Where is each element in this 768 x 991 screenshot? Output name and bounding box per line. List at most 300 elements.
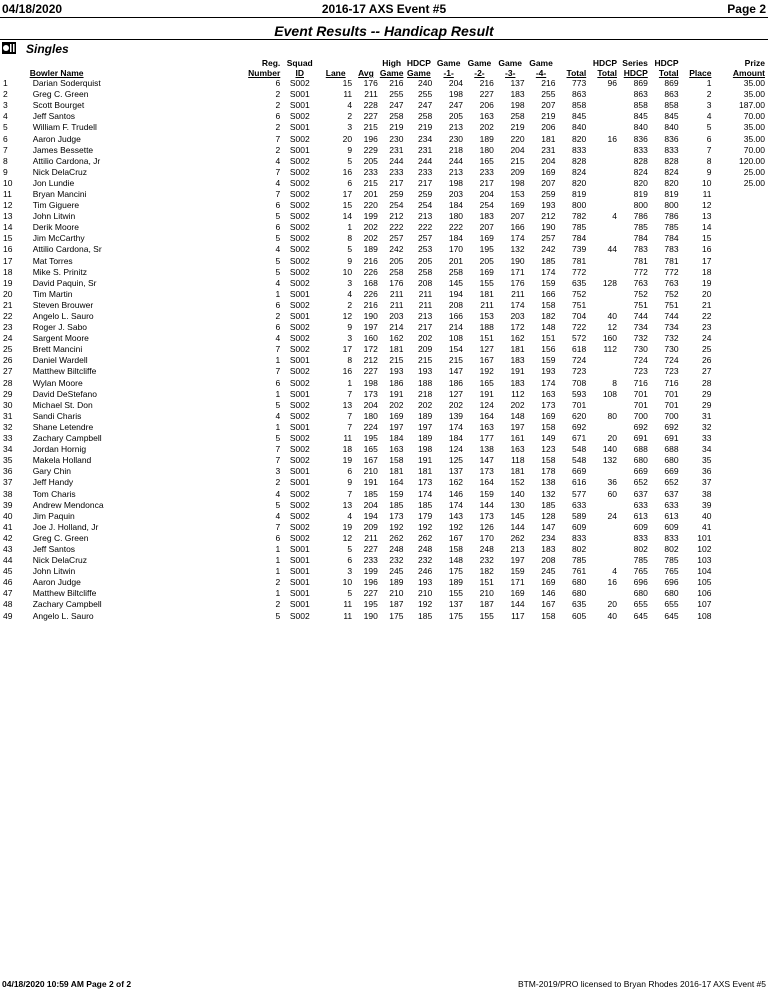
average-cell: 176: [363, 78, 378, 89]
game-1-cell: 167: [448, 532, 464, 543]
table-row: [2, 156, 766, 167]
reg-number-cell: 5: [275, 233, 281, 244]
total-cell: 572: [572, 333, 587, 344]
reg-number-cell: 3: [275, 466, 281, 477]
squad-id-cell: S001: [289, 421, 310, 432]
total-cell: 548: [572, 444, 587, 455]
total-cell: 593: [572, 388, 587, 399]
squad-id-cell: S001: [289, 466, 310, 477]
lane-cell: 20: [342, 133, 353, 144]
game-4-cell: 182: [541, 311, 556, 322]
high-game-cell: 186: [389, 377, 404, 388]
table-row: [2, 244, 766, 255]
prize-amount-cell: [712, 488, 766, 499]
col-bowler-name: Bowler Name: [29, 68, 84, 78]
lane-cell: 16: [342, 366, 353, 377]
table-row: [2, 122, 766, 133]
hdcp-game-cell: 210: [418, 588, 433, 599]
hdcp-total-cell: 128: [602, 277, 618, 288]
bowler-name-cell: William F. Trudell: [32, 122, 97, 133]
game-2-cell: 127: [479, 344, 494, 355]
hdcp-total-cell: 24: [607, 510, 618, 521]
high-game-cell: 173: [389, 510, 404, 521]
high-game-cell: 176: [389, 277, 404, 288]
prize-amount-cell: [712, 389, 766, 400]
section-heading: [2, 42, 69, 56]
hdcp-grand-total-cell: 734: [664, 322, 679, 333]
prize-amount-cell: [712, 433, 766, 444]
game-3-cell: 203: [510, 311, 525, 322]
game-2-cell: 183: [479, 211, 494, 222]
squad-id-cell: S001: [289, 588, 310, 599]
bowler-name-cell: Jim Paquin: [32, 510, 75, 521]
total-cell: 833: [572, 144, 587, 155]
game-1-cell: 147: [448, 366, 464, 377]
total-cell: 840: [572, 122, 587, 133]
prize-amount-cell: 70.00: [743, 144, 765, 155]
high-game-cell: 211: [389, 288, 404, 299]
hdcp-grand-total-cell: 786: [664, 211, 679, 222]
game-2-cell: 151: [479, 577, 494, 588]
table-row: [2, 233, 766, 244]
game-4-cell: 173: [541, 399, 556, 410]
bowler-name-cell: Tom Charis: [32, 488, 76, 499]
game-3-cell: 258: [510, 111, 525, 122]
game-2-cell: 248: [479, 543, 494, 554]
total-cell: 633: [572, 499, 587, 510]
series-hdcp-cell: 680: [633, 588, 648, 599]
squad-id-cell: S002: [289, 133, 310, 144]
col-game4: -4-: [535, 68, 547, 78]
hdcp-grand-total-cell: 723: [664, 366, 679, 377]
prize-amount-cell: [712, 244, 766, 255]
total-cell: 802: [572, 543, 587, 554]
total-cell: 845: [572, 111, 587, 122]
col-squad-id: ID: [295, 68, 304, 78]
reg-number-cell: 6: [275, 78, 281, 89]
average-cell: 211: [364, 89, 378, 100]
game-3-cell: 137: [510, 78, 525, 89]
game-1-cell: 180: [448, 211, 464, 222]
hdcp-game-cell: 231: [418, 144, 433, 155]
place-cell: 102: [697, 543, 712, 554]
place-cell: 37: [702, 477, 712, 488]
lane-cell: 16: [342, 166, 353, 177]
series-hdcp-cell: 724: [633, 355, 648, 366]
col-reg-number: Number: [248, 68, 281, 78]
prize-amount-cell: [712, 222, 766, 233]
total-cell: 820: [572, 133, 587, 144]
game-3-cell: 161: [510, 433, 525, 444]
game-4-cell: 255: [541, 89, 556, 100]
place-cell: 34: [702, 444, 712, 455]
bowler-name-cell: Darian Soderquist: [32, 78, 101, 89]
place-cell: 11: [702, 188, 712, 199]
game-1-cell: 174: [448, 499, 464, 510]
table-row: [2, 344, 766, 355]
series-hdcp-cell: 652: [633, 477, 648, 488]
hdcp-total-cell: [587, 366, 618, 377]
total-cell: 671: [572, 433, 587, 444]
table-row: [2, 488, 766, 499]
game-3-cell: 144: [510, 599, 525, 610]
lane-cell: 11: [343, 433, 353, 444]
hdcp-grand-total-cell: 765: [664, 566, 679, 577]
squad-id-cell: S002: [289, 188, 310, 199]
average-cell: 196: [363, 577, 378, 588]
lane-cell: 3: [347, 277, 353, 288]
series-hdcp-cell: 637: [633, 488, 648, 499]
row-number-cell: 10: [3, 177, 13, 188]
series-hdcp-cell: 700: [633, 410, 648, 421]
game-4-cell: 257: [541, 233, 556, 244]
hdcp-total-cell: [587, 588, 618, 599]
prize-amount-cell: 25.00: [743, 166, 765, 177]
game-4-cell: 183: [541, 543, 556, 554]
prize-amount-cell: [712, 599, 766, 610]
hdcp-total-cell: [587, 289, 618, 300]
hdcp-total-cell: [587, 222, 618, 233]
lane-cell: 3: [347, 122, 353, 133]
hdcp-total-cell: [587, 100, 618, 111]
squad-id-cell: S002: [289, 444, 310, 455]
game-4-cell: 216: [541, 78, 556, 89]
hdcp-total-cell: [587, 156, 618, 167]
hdcp-grand-total-cell: 637: [664, 488, 679, 499]
lane-cell: 8: [347, 233, 353, 244]
game-4-cell: 185: [541, 499, 556, 510]
series-hdcp-cell: 680: [633, 455, 648, 466]
row-number-cell: 6: [3, 133, 8, 144]
row-number-cell: 29: [3, 388, 13, 399]
high-game-cell: 191: [389, 388, 404, 399]
reg-number-cell: 1: [275, 588, 281, 599]
squad-id-cell: S001: [289, 311, 310, 322]
game-3-cell: 174: [510, 233, 525, 244]
game-4-cell: 174: [541, 266, 556, 277]
average-cell: 229: [363, 144, 378, 155]
reg-number-cell: 6: [275, 200, 281, 211]
place-cell: 19: [702, 277, 712, 288]
game-2-cell: 233: [479, 166, 494, 177]
high-game-cell: 163: [389, 444, 404, 455]
table-row: [2, 100, 766, 111]
hdcp-grand-total-cell: 691: [664, 433, 679, 444]
game-3-cell: 159: [510, 566, 525, 577]
place-cell: 26: [702, 355, 712, 366]
total-cell: 692: [572, 421, 587, 432]
place-cell: 104: [697, 566, 712, 577]
reg-number-cell: 6: [275, 322, 281, 333]
prize-amount-cell: [712, 366, 766, 377]
row-number-cell: 16: [3, 244, 13, 255]
hdcp-grand-total-cell: 869: [664, 78, 679, 89]
bowler-name-cell: Derik Moore: [32, 222, 79, 233]
hdcp-grand-total-cell: 633: [664, 499, 679, 510]
game-3-cell: 202: [510, 399, 525, 410]
game-3-cell: 197: [510, 421, 525, 432]
game-4-cell: 169: [541, 577, 556, 588]
squad-id-cell: S002: [289, 233, 310, 244]
game-4-cell: 206: [541, 122, 556, 133]
hdcp-grand-total-cell: 802: [664, 543, 679, 554]
reg-number-cell: 1: [275, 355, 281, 366]
high-game-cell: 216: [389, 78, 404, 89]
game-4-cell: 149: [541, 433, 556, 444]
high-game-cell: 181: [389, 344, 404, 355]
game-1-cell: 208: [448, 299, 464, 310]
game-2-cell: 173: [479, 466, 494, 477]
table-row: [2, 555, 766, 566]
game-3-cell: 213: [510, 543, 525, 554]
bowler-name-cell: Shane Letendre: [32, 421, 94, 432]
squad-id-cell: S002: [289, 488, 310, 499]
game-1-cell: 137: [448, 599, 464, 610]
series-hdcp-cell: 669: [633, 466, 648, 477]
lane-cell: 3: [347, 566, 353, 577]
col-game1: -1-: [443, 68, 454, 78]
game-4-cell: 208: [541, 555, 556, 566]
hdcp-grand-total-cell: 655: [664, 599, 679, 610]
game-3-cell: 166: [510, 222, 525, 233]
high-game-cell: 262: [389, 532, 404, 543]
series-hdcp-cell: 701: [633, 399, 648, 410]
row-number-cell: 5: [3, 122, 8, 133]
table-row: [2, 500, 766, 511]
series-hdcp-cell: 645: [633, 610, 648, 621]
hdcp-game-cell: 211: [418, 288, 433, 299]
average-cell: 227: [363, 366, 378, 377]
game-3-cell: 204: [510, 144, 525, 155]
prize-amount-cell: [712, 422, 766, 433]
game-4-cell: 146: [541, 588, 556, 599]
place-cell: 5: [706, 122, 712, 133]
series-hdcp-cell: 836: [633, 133, 648, 144]
squad-id-cell: S002: [289, 510, 310, 521]
table-row: [2, 477, 766, 488]
hdcp-grand-total-cell: 692: [664, 421, 679, 432]
prize-amount-cell: [712, 211, 766, 222]
game-2-cell: 181: [479, 288, 494, 299]
high-game-cell: 192: [389, 521, 404, 532]
game-1-cell: 127: [448, 388, 464, 399]
hdcp-total-cell: [587, 544, 618, 555]
hdcp-grand-total-cell: 858: [664, 100, 679, 111]
squad-id-cell: S002: [289, 410, 310, 421]
bowler-name-cell: John Litwin: [32, 566, 76, 577]
total-cell: 618: [572, 344, 587, 355]
table-row: [2, 378, 766, 389]
table-row: [2, 522, 766, 533]
row-number-cell: 8: [3, 155, 8, 166]
total-cell: 724: [572, 355, 587, 366]
game-3-cell: 209: [510, 166, 525, 177]
high-game-cell: 230: [389, 133, 404, 144]
game-3-cell: 207: [510, 211, 525, 222]
hdcp-total-cell: 36: [607, 477, 618, 488]
game-4-cell: 148: [541, 322, 556, 333]
reg-number-cell: 7: [275, 166, 281, 177]
high-game-cell: 212: [389, 211, 404, 222]
game-4-cell: 159: [541, 355, 556, 366]
row-number-cell: 25: [3, 344, 13, 355]
game-1-cell: 170: [448, 244, 464, 255]
prize-amount-cell: [712, 611, 766, 622]
total-cell: 819: [572, 188, 587, 199]
hdcp-total-cell: [587, 466, 618, 477]
series-hdcp-cell: 785: [633, 222, 648, 233]
series-hdcp-cell: 744: [633, 311, 648, 322]
game-1-cell: 158: [448, 543, 464, 554]
table-row: [2, 355, 766, 366]
game-2-cell: 163: [479, 421, 494, 432]
game-2-cell: 167: [479, 355, 494, 366]
row-number-cell: 28: [3, 377, 13, 388]
prize-amount-cell: [712, 322, 766, 333]
game-2-cell: 124: [479, 399, 494, 410]
col-game3: -3-: [505, 68, 516, 78]
high-game-cell: 202: [389, 399, 404, 410]
table-row: [2, 178, 766, 189]
high-game-cell: 245: [389, 566, 404, 577]
place-cell: 2: [706, 89, 712, 100]
hdcp-total-cell: 44: [607, 244, 618, 255]
total-cell: 858: [572, 100, 587, 111]
row-number-cell: 18: [3, 266, 13, 277]
prize-amount-cell: 35.00: [743, 122, 765, 133]
row-number-cell: 12: [3, 200, 13, 211]
table-row: [2, 511, 766, 522]
table-row: [2, 544, 766, 555]
results-table: [2, 58, 766, 622]
hdcp-game-cell: 202: [418, 333, 433, 344]
prize-amount-cell: [712, 577, 766, 588]
total-cell: 704: [572, 311, 587, 322]
section-title: Singles: [26, 42, 69, 56]
header-event: 2016-17 AXS Event #5: [321, 2, 447, 16]
squad-id-cell: S002: [289, 532, 310, 543]
hdcp-total-cell: [587, 422, 618, 433]
squad-id-cell: S001: [289, 599, 310, 610]
total-cell: 785: [572, 555, 587, 566]
hdcp-game-cell: 209: [418, 344, 433, 355]
game-2-cell: 195: [479, 244, 494, 255]
total-cell: 752: [572, 288, 587, 299]
bowler-name-cell: Mat Torres: [32, 255, 73, 266]
high-game-cell: 231: [389, 144, 404, 155]
series-hdcp-cell: 763: [633, 277, 648, 288]
hdcp-grand-total-cell: 669: [664, 466, 679, 477]
total-cell: 605: [572, 610, 587, 621]
reg-number-cell: 5: [275, 399, 281, 410]
hdcp-game-cell: 192: [418, 521, 433, 532]
game-1-cell: 186: [448, 377, 464, 388]
row-number-cell: 11: [3, 188, 12, 199]
game-3-cell: 145: [510, 510, 525, 521]
reg-number-cell: 4: [275, 510, 281, 521]
row-number-cell: 35: [3, 455, 13, 466]
high-game-cell: 203: [389, 311, 404, 322]
game-2-cell: 192: [479, 366, 494, 377]
lane-cell: 10: [342, 266, 353, 277]
average-cell: 198: [363, 377, 378, 388]
table-row: [2, 222, 766, 233]
squad-id-cell: S001: [289, 89, 310, 100]
footer-license: BTM-2019/PRO licensed to Bryan Rhodes 2016-17 AXS Event #5: [517, 979, 766, 989]
average-cell: 185: [363, 488, 378, 499]
hdcp-game-cell: 213: [418, 311, 433, 322]
game-4-cell: 158: [541, 299, 556, 310]
place-cell: 10: [702, 177, 712, 188]
hdcp-game-cell: 189: [418, 433, 433, 444]
game-1-cell: 148: [448, 555, 464, 566]
total-cell: 751: [572, 299, 587, 310]
table-row: [2, 300, 766, 311]
game-4-cell: 178: [541, 466, 556, 477]
bowler-name-cell: Attilio Cardona, Jr: [32, 155, 101, 166]
lane-cell: 7: [347, 421, 353, 432]
place-cell: 29: [702, 399, 712, 410]
bowler-name-cell: David Paquin, Sr: [32, 277, 97, 288]
place-cell: 20: [702, 288, 712, 299]
series-hdcp-cell: 691: [633, 433, 648, 444]
place-cell: 107: [697, 599, 712, 610]
hdcp-total-cell: [587, 400, 618, 411]
game-3-cell: 169: [510, 200, 525, 211]
squad-id-cell: S002: [289, 78, 310, 89]
high-game-cell: 258: [389, 111, 404, 122]
squad-id-cell: S001: [289, 477, 310, 488]
squad-id-cell: S002: [289, 344, 310, 355]
average-cell: 202: [363, 233, 378, 244]
game-1-cell: 175: [448, 566, 464, 577]
high-game-cell: 162: [389, 333, 404, 344]
series-hdcp-cell: 688: [633, 444, 648, 455]
table-row: [2, 366, 766, 377]
prize-amount-cell: 35.00: [743, 133, 765, 144]
game-4-cell: 159: [541, 277, 556, 288]
average-cell: 216: [363, 299, 378, 310]
series-hdcp-cell: 802: [633, 543, 648, 554]
series-hdcp-cell: 734: [633, 322, 648, 333]
reg-number-cell: 2: [275, 311, 281, 322]
table-row: [2, 422, 766, 433]
hdcp-game-cell: 244: [418, 155, 433, 166]
hdcp-grand-total-cell: 833: [664, 532, 679, 543]
place-cell: 4: [706, 111, 712, 122]
series-hdcp-cell: 828: [633, 155, 648, 166]
game-1-cell: 247: [448, 100, 464, 111]
place-cell: 8: [706, 155, 712, 166]
reg-number-cell: 4: [275, 244, 281, 255]
table-row: [2, 466, 766, 477]
table-row: [2, 333, 766, 344]
bowler-name-cell: Zachary Campbell: [32, 599, 102, 610]
place-cell: 13: [702, 211, 712, 222]
game-4-cell: 132: [541, 488, 556, 499]
bowler-name-cell: Attilio Cardona, Sr: [32, 244, 102, 255]
game-2-cell: 191: [479, 388, 494, 399]
reg-number-cell: 5: [275, 499, 281, 510]
game-2-cell: 159: [479, 488, 494, 499]
lane-cell: 9: [347, 144, 353, 155]
total-cell: 800: [572, 200, 587, 211]
row-number-cell: 41: [3, 521, 13, 532]
table-row: [2, 200, 766, 211]
prize-amount-cell: [712, 500, 766, 511]
high-game-cell: 222: [389, 222, 404, 233]
row-number-cell: 2: [3, 89, 8, 100]
